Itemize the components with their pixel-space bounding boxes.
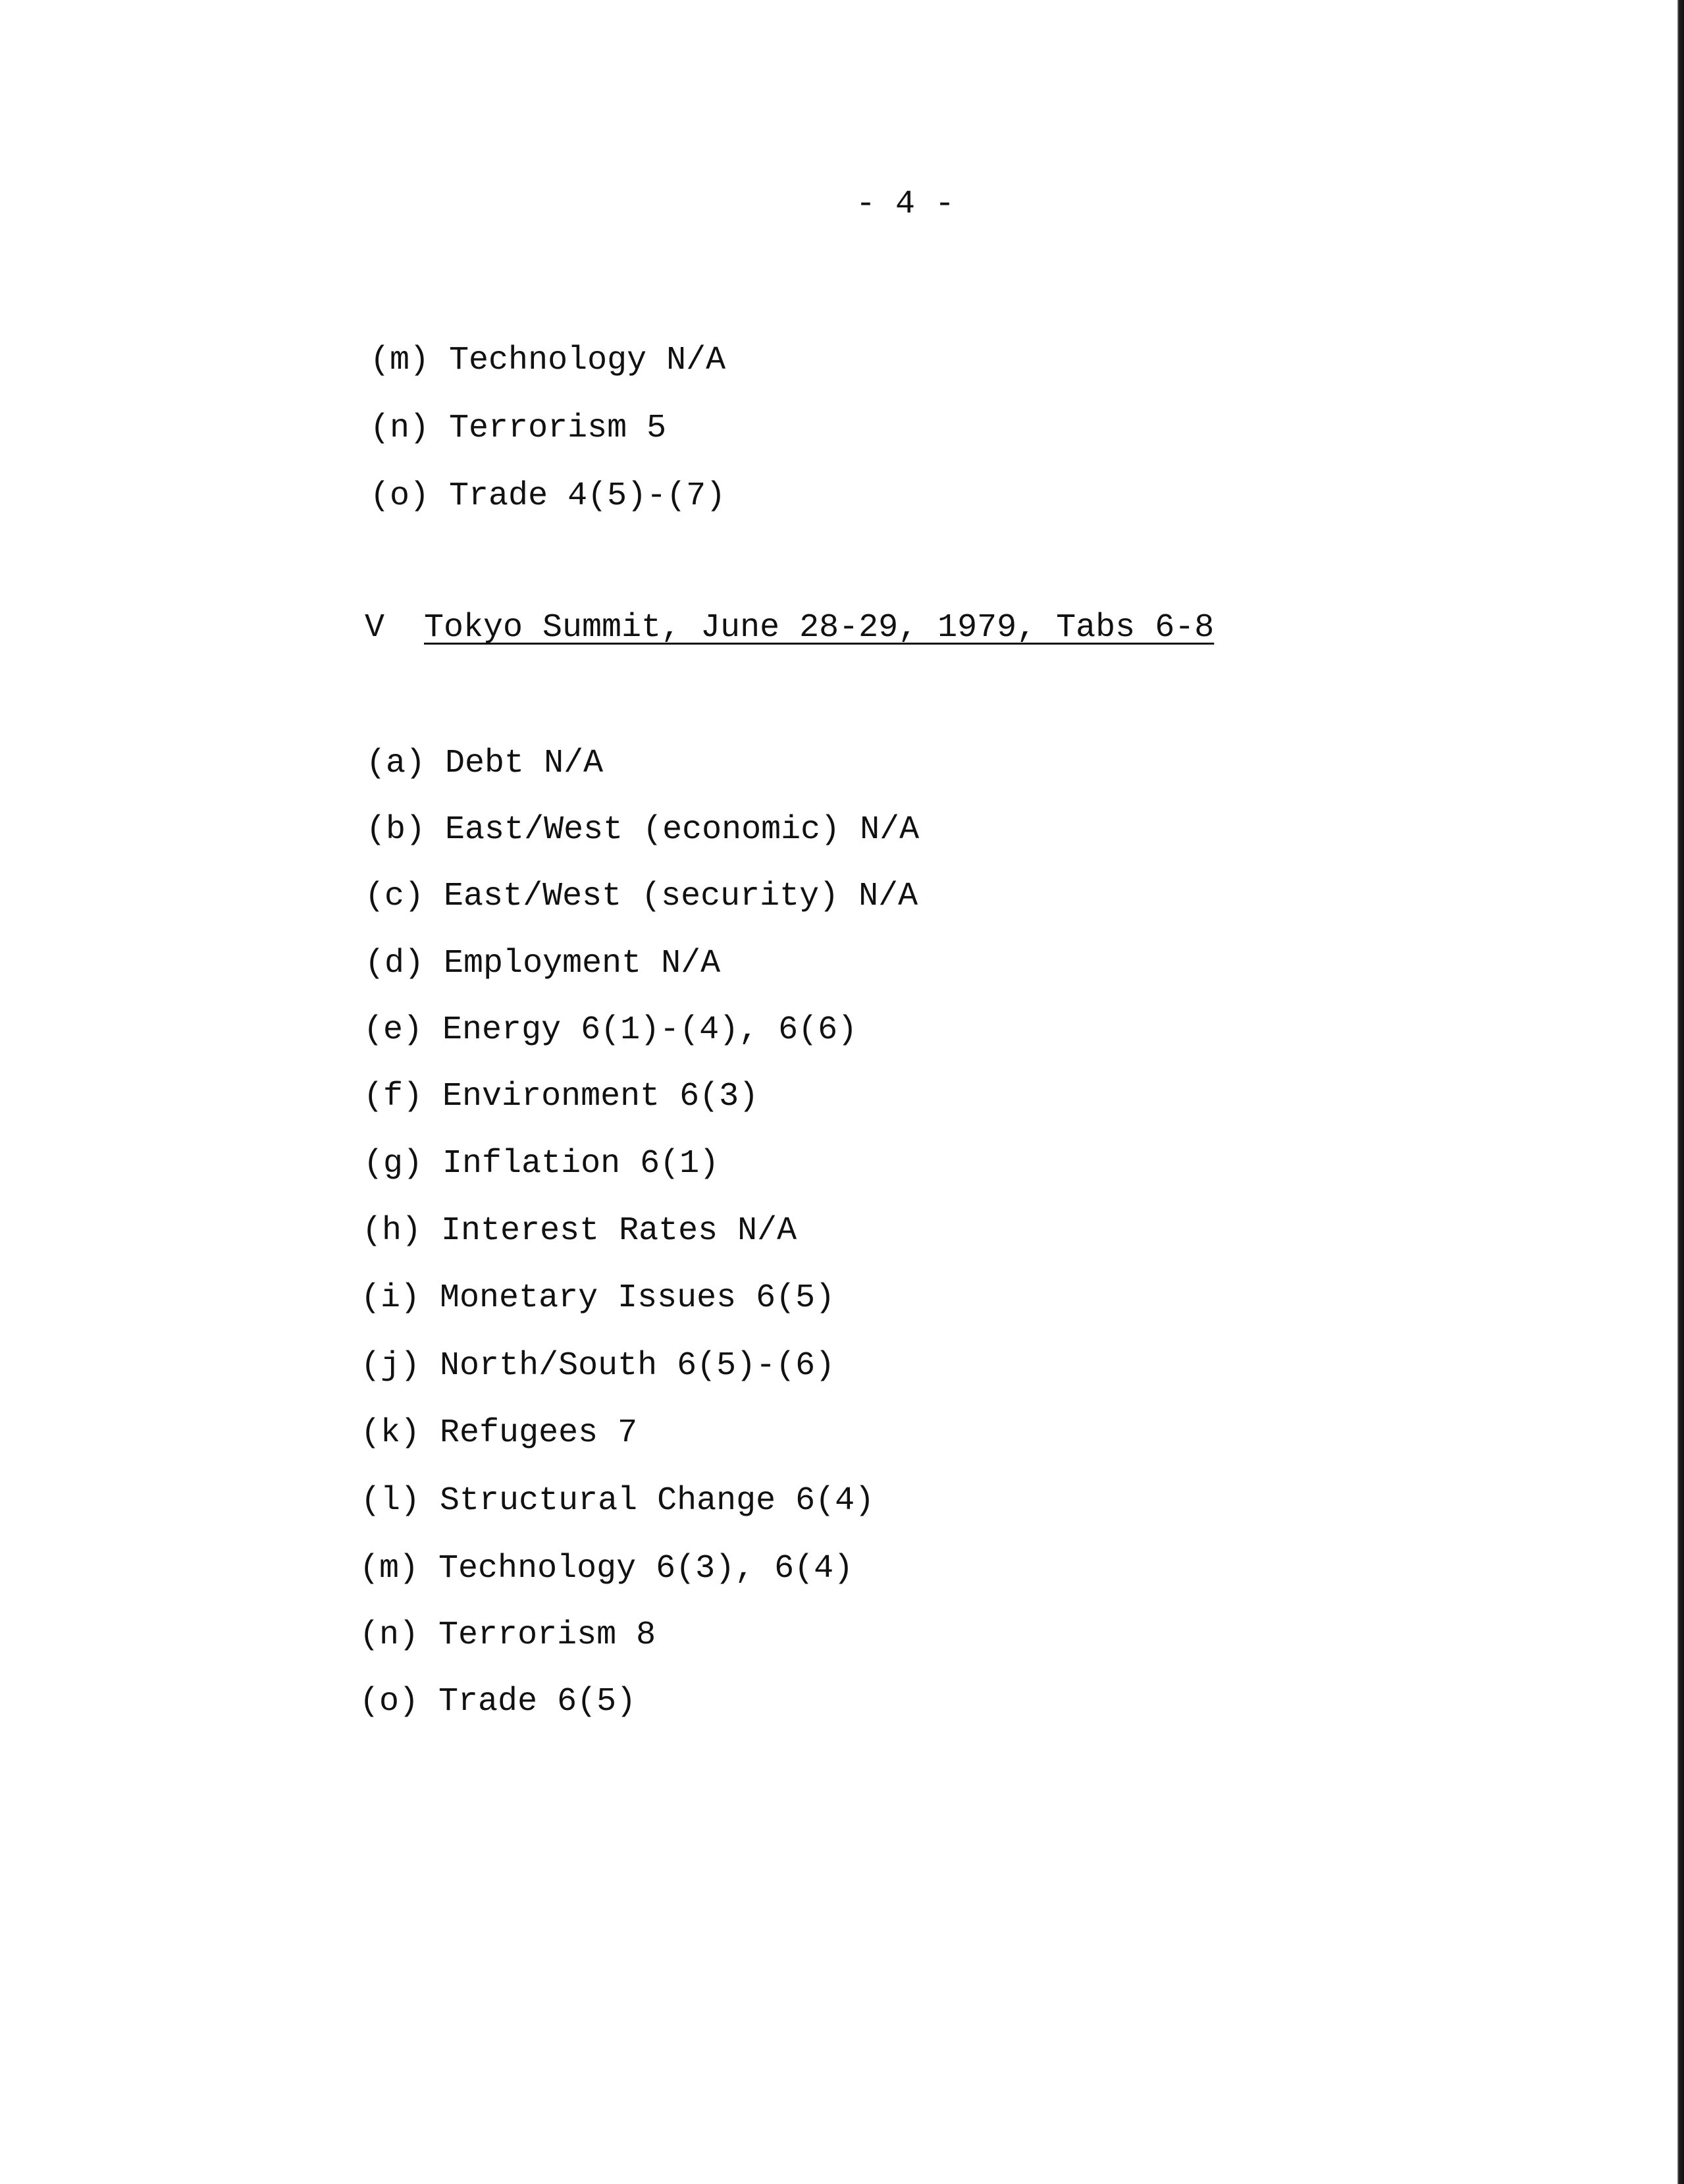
page-number: - 4 - (856, 186, 955, 223)
item-text: Trade 6(5) (438, 1683, 637, 1720)
item-text: Technology N/A (449, 342, 726, 379)
item-text: Monetary Issues 6(5) (440, 1279, 835, 1317)
item-text: Structural Change 6(4) (440, 1482, 875, 1520)
item-text: Debt N/A (445, 745, 604, 782)
scan-edge (1672, 0, 1684, 2184)
list-item (330, 369, 666, 448)
item-label: (m) (359, 1550, 419, 1587)
item-text: Terrorism 8 (438, 1616, 656, 1654)
list-item (330, 302, 725, 381)
list-item (321, 1239, 835, 1318)
item-label: (k) (361, 1414, 421, 1452)
item-label: (c) (365, 878, 425, 915)
item-text: Trade 4(5)-(7) (449, 477, 726, 515)
item-label: (i) (361, 1279, 421, 1317)
item-label: (e) (363, 1011, 423, 1049)
list-item (321, 1442, 874, 1521)
list-item (330, 437, 725, 516)
section-title: Tokyo Summit, June 28-29, 1979, Tabs 6-8 (424, 609, 1215, 647)
item-text: Inflation 6(1) (442, 1145, 720, 1183)
item-text: Terrorism 5 (449, 410, 667, 447)
item-label: (n) (359, 1616, 419, 1654)
item-label: (l) (361, 1482, 421, 1520)
item-label: (b) (366, 811, 426, 849)
item-label: (g) (363, 1145, 423, 1183)
list-item (320, 1643, 636, 1722)
item-text: North/South 6(5)-(6) (440, 1347, 835, 1385)
item-text: East/West (security) N/A (444, 878, 918, 915)
item-text: Interest Rates N/A (441, 1212, 797, 1250)
item-label: (o) (359, 1683, 419, 1720)
section-heading (325, 569, 1214, 648)
item-label: (o) (370, 477, 430, 515)
item-text: Energy 6(1)-(4), 6(6) (442, 1011, 858, 1049)
item-text: Environment 6(3) (442, 1078, 759, 1115)
list-item (321, 1374, 637, 1453)
item-label: (n) (370, 410, 430, 447)
item-label: (d) (365, 945, 425, 982)
item-label: (j) (361, 1347, 421, 1385)
item-label: (f) (363, 1078, 423, 1115)
item-text: East/West (economic) N/A (445, 811, 920, 849)
item-label: (h) (362, 1212, 422, 1250)
item-text: Refugees 7 (440, 1414, 638, 1452)
item-label: (a) (366, 745, 426, 782)
item-text: Technology 6(3), 6(4) (438, 1550, 854, 1587)
item-label: (m) (370, 342, 430, 379)
item-text: Employment N/A (444, 945, 721, 982)
section-numeral: V (365, 609, 385, 647)
